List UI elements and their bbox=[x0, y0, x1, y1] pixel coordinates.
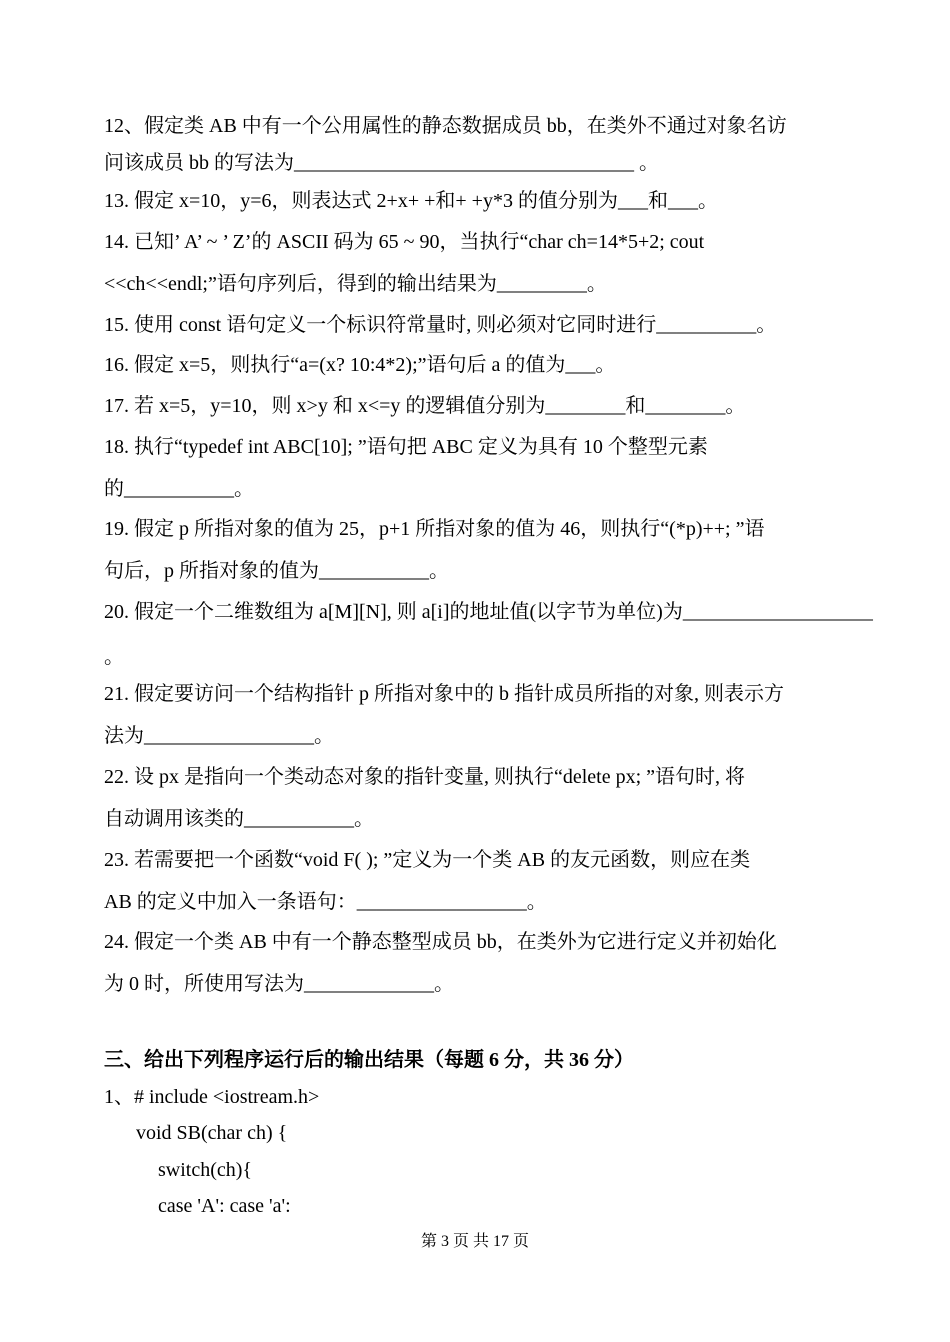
text-line-15: 21. 假定要访问一个结构指针 p 所指对象中的 b 指针成员所指的对象, 则表示方 bbox=[104, 683, 784, 705]
text-line-19: 23. 若需要把一个函数“void F( ); ”定义为一个类 AB 的友元函数，则应在类 bbox=[104, 849, 751, 871]
code-line-4: case 'A': case 'a': bbox=[158, 1195, 291, 1217]
page-footer: 第 3 页 共 17 页 bbox=[420, 1233, 529, 1250]
text-line-21: 24. 假定一个类 AB 中有一个静态整型成员 bb，在类外为它进行定义并初始化 bbox=[104, 931, 777, 953]
text-line-5: <<ch<<endl;”语句序列后，得到的输出结果为_________。 bbox=[104, 273, 607, 295]
text-line-22: 为 0 时，所使用写法为_____________。 bbox=[104, 973, 454, 995]
text-line-3: 13. 假定 x=10，y=6，则表达式 2+x+ +和+ +y*3 的值分别为___和___。 bbox=[104, 190, 718, 212]
text-line-2: 问该成员 bb 的写法为__________________________________ 。 bbox=[104, 152, 659, 174]
section-title: 三、给出下列程序运行后的输出结果（每题 6 分，共 36 分） bbox=[104, 1049, 634, 1071]
text-line-17: 22. 设 px 是指向一个类动态对象的指针变量, 则执行“delete px; ”语句时, 将 bbox=[104, 766, 746, 788]
text-line-11: 19. 假定 p 所指对象的值为 25，p+1 所指对象的值为 46，则执行“(*p)++; ”语 bbox=[104, 518, 765, 540]
text-line-14: 。 bbox=[104, 646, 124, 668]
text-line-10: 的___________。 bbox=[104, 478, 254, 500]
text-line-13: 20. 假定一个二维数组为 a[M][N], 则 a[i]的地址值(以字节为单位)为___________________ bbox=[104, 601, 873, 623]
text-line-9: 18. 执行“typedef int ABC[10]; ”语句把 ABC 定义为具有 10 个整型元素 bbox=[104, 436, 708, 458]
code-line-2: void SB(char ch) { bbox=[136, 1122, 288, 1144]
text-line-7: 16. 假定 x=5，则执行“a=(x? 10:4*2);”语句后 a 的值为___。 bbox=[104, 354, 616, 376]
text-line-6: 15. 使用 const 语句定义一个标识符常量时, 则必须对它同时进行__________。 bbox=[104, 314, 777, 336]
text-line-12: 句后，p 所指对象的值为___________。 bbox=[104, 560, 449, 582]
text-line-8: 17. 若 x=5，y=10，则 x>y 和 x<=y 的逻辑值分别为________和________。 bbox=[104, 395, 746, 417]
code-line-1: 1、# include <iostream.h> bbox=[104, 1086, 320, 1108]
code-line-3: switch(ch){ bbox=[158, 1159, 253, 1181]
text-line-18: 自动调用该类的___________。 bbox=[104, 808, 374, 830]
text-line-4: 14. 已知’ A’ ~ ’ Z’的 ASCII 码为 65 ~ 90，当执行“char ch=14*5+2; cout bbox=[104, 231, 705, 253]
text-line-1: 12、假定类 AB 中有一个公用属性的静态数据成员 bb，在类外不通过对象名访 bbox=[104, 115, 787, 137]
text-line-20: AB 的定义中加入一条语句：_________________。 bbox=[104, 891, 547, 913]
text-line-16: 法为_________________。 bbox=[104, 725, 334, 747]
